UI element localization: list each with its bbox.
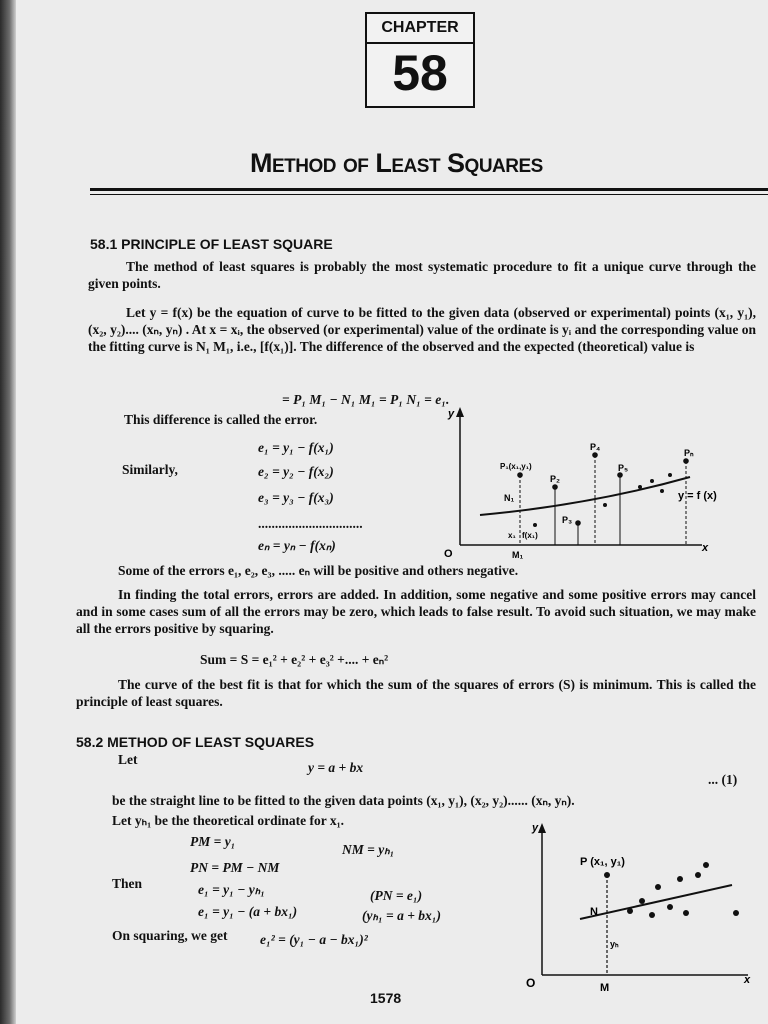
scatter-point: [668, 473, 672, 477]
scatter-point: [683, 910, 689, 916]
squaring-label: On squaring, we get: [112, 928, 228, 943]
scatter-point: [639, 898, 645, 904]
curve-label: y = f (x): [678, 490, 717, 502]
equation-sum: Sum = S = e₁² + e₂² + e₃² +.... + eₙ²: [200, 652, 389, 667]
label-m1: M₁: [512, 550, 524, 560]
equation-nm: NM = yₕ₁: [342, 842, 395, 857]
fig1-origin: O: [444, 548, 453, 560]
fig1-x-label: x: [702, 542, 709, 554]
let-label: Let: [118, 752, 138, 767]
chapter-number: 58: [392, 45, 448, 101]
equation-yh-note: (yₕ₁ = a + bx₁): [362, 908, 441, 923]
equation-pm: PM = y₁: [190, 834, 236, 849]
chapter-badge: [365, 12, 475, 108]
label-n: N: [590, 906, 598, 918]
paragraph-errors-sign: Some of the errors e₁, e₂, e₃, ..... eₙ will be positive and others negative.: [118, 563, 519, 578]
label-p1: P₁(x₁,y₁): [500, 462, 532, 471]
paragraph-definition: Let y = f(x) be the equation of curve to be fitted to the given data (observed or experimental) points (x₁, y₁), (x₂, y₂).... (xₙ, yₙ) . At x = xᵢ, the observed (or experimental) value of the ordinate is yᵢ and the corresponding value on the fitting curve is N₁ M₁, i.e., [f(x₁)]. The difference of the observed and the expected (theoretical) value is: [88, 305, 756, 354]
equation-e3: e₃ = y₃ − f(x₃): [258, 490, 334, 505]
equation-line: y = a + bx: [308, 760, 364, 775]
equation-squared: e₁² = (y₁ − a − bx₁)²: [260, 932, 368, 947]
scatter-point: [533, 523, 537, 527]
label-point-p: P (x₁, y₁): [580, 856, 625, 868]
label-p5: P₅: [618, 463, 629, 473]
least-squares-line-figure: [500, 815, 760, 995]
fig2-y-arrow: [538, 823, 546, 833]
paragraph-intro: The method of least squares is probably the most systematic procedure to fit a unique curve through the given points.: [88, 259, 756, 291]
chapter-label: CHAPTER: [367, 16, 473, 44]
label-pn: Pₙ: [684, 448, 694, 458]
section-heading-58-1: 58.1 PRINCIPLE OF LEAST SQUARE: [90, 236, 333, 252]
point-p1: [517, 472, 523, 478]
page-number: 1578: [370, 990, 402, 1006]
label-yh: yₕ: [610, 939, 619, 949]
fig1-y-label: y: [448, 408, 455, 420]
label-p3: P₃: [562, 515, 573, 525]
scatter-point: [649, 912, 655, 918]
paragraph-best-fit: The curve of the best fit is that for which the sum of the squares of errors (S) is minimum. This is called the principle of least squares.: [76, 677, 756, 709]
scatter-point: [627, 908, 633, 914]
page-binding-edge: [0, 0, 16, 1024]
label-n1: N₁: [504, 493, 515, 503]
point-pn: [683, 458, 689, 464]
paragraph-theoretical-ordinate: Let yₕ₁ be the theoretical ordinate for x₁.: [112, 813, 345, 828]
point-p2: [552, 484, 558, 490]
equation-e1-diff: e₁ = y₁ − yₕ₁: [198, 882, 265, 897]
equation-pn-note: (PN = e₁): [370, 888, 423, 903]
scatter-point: [660, 489, 664, 493]
equation-e1: e₁ = y₁ − f(x₁): [258, 440, 334, 455]
point-p: [604, 872, 610, 878]
equation-e1-line: e₁ = y₁ − (a + bx₁): [198, 904, 298, 919]
scatter-point: [703, 862, 709, 868]
paragraph-total-errors: In finding the total errors, errors are added. In addition, some negative and some positive errors may cancel and in some cases sum of all the errors may be zero, which leads to false result. To avoid such situation, we may make all the errors positive by squaring.: [76, 587, 756, 636]
fig2-y-label: y: [532, 822, 539, 834]
scatter-point: [667, 904, 673, 910]
label-p2: P₂: [550, 474, 561, 484]
equation-en: eₙ = yₙ − f(xₙ): [258, 538, 336, 553]
fig2-x-label: x: [744, 974, 751, 986]
equation-tag: ... (1): [708, 772, 738, 787]
similarly-label: Similarly,: [122, 462, 178, 477]
error-curve-figure: [440, 405, 760, 565]
title-rule-thin: [90, 194, 768, 195]
point-p5: [617, 472, 623, 478]
scatter-point: [677, 876, 683, 882]
paragraph-straight-line: be the straight line to be fitted to the given data points (x₁, y₁), (x₂, y₂)...... (xₙ, yₙ).: [112, 793, 575, 808]
error-note: This difference is called the error.: [124, 412, 318, 427]
fig1-y-arrow: [456, 407, 464, 417]
scatter-point: [733, 910, 739, 916]
equation-difference: = P₁ M₁ − N₁ M₁ = P₁ N₁ = e₁.: [282, 392, 450, 407]
then-label: Then: [112, 876, 143, 891]
chapter-title-text: Method of Least Squares: [250, 148, 543, 178]
scatter-point: [603, 503, 607, 507]
label-p4: P₄: [590, 442, 601, 452]
fitted-line: [580, 885, 732, 919]
scatter-point: [655, 884, 661, 890]
label-fx1: f(x₁): [522, 531, 538, 540]
section-heading-58-2: 58.2 METHOD OF LEAST SQUARES: [76, 734, 315, 750]
label-x1: x₁: [508, 531, 516, 540]
equation-pn: PN = PM − NM: [190, 860, 280, 875]
scatter-point: [695, 872, 701, 878]
label-m: M: [600, 982, 610, 994]
chapter-title: [250, 148, 543, 179]
point-p3: [575, 520, 581, 526]
point-p4: [592, 452, 598, 458]
scatter-point: [650, 479, 654, 483]
equation-e2: e₂ = y₂ − f(x₂): [258, 464, 334, 479]
scatter-point: [638, 485, 642, 489]
title-rule: [90, 188, 768, 191]
equation-dots: ...............................: [258, 516, 363, 531]
fig2-origin: O: [526, 976, 536, 990]
